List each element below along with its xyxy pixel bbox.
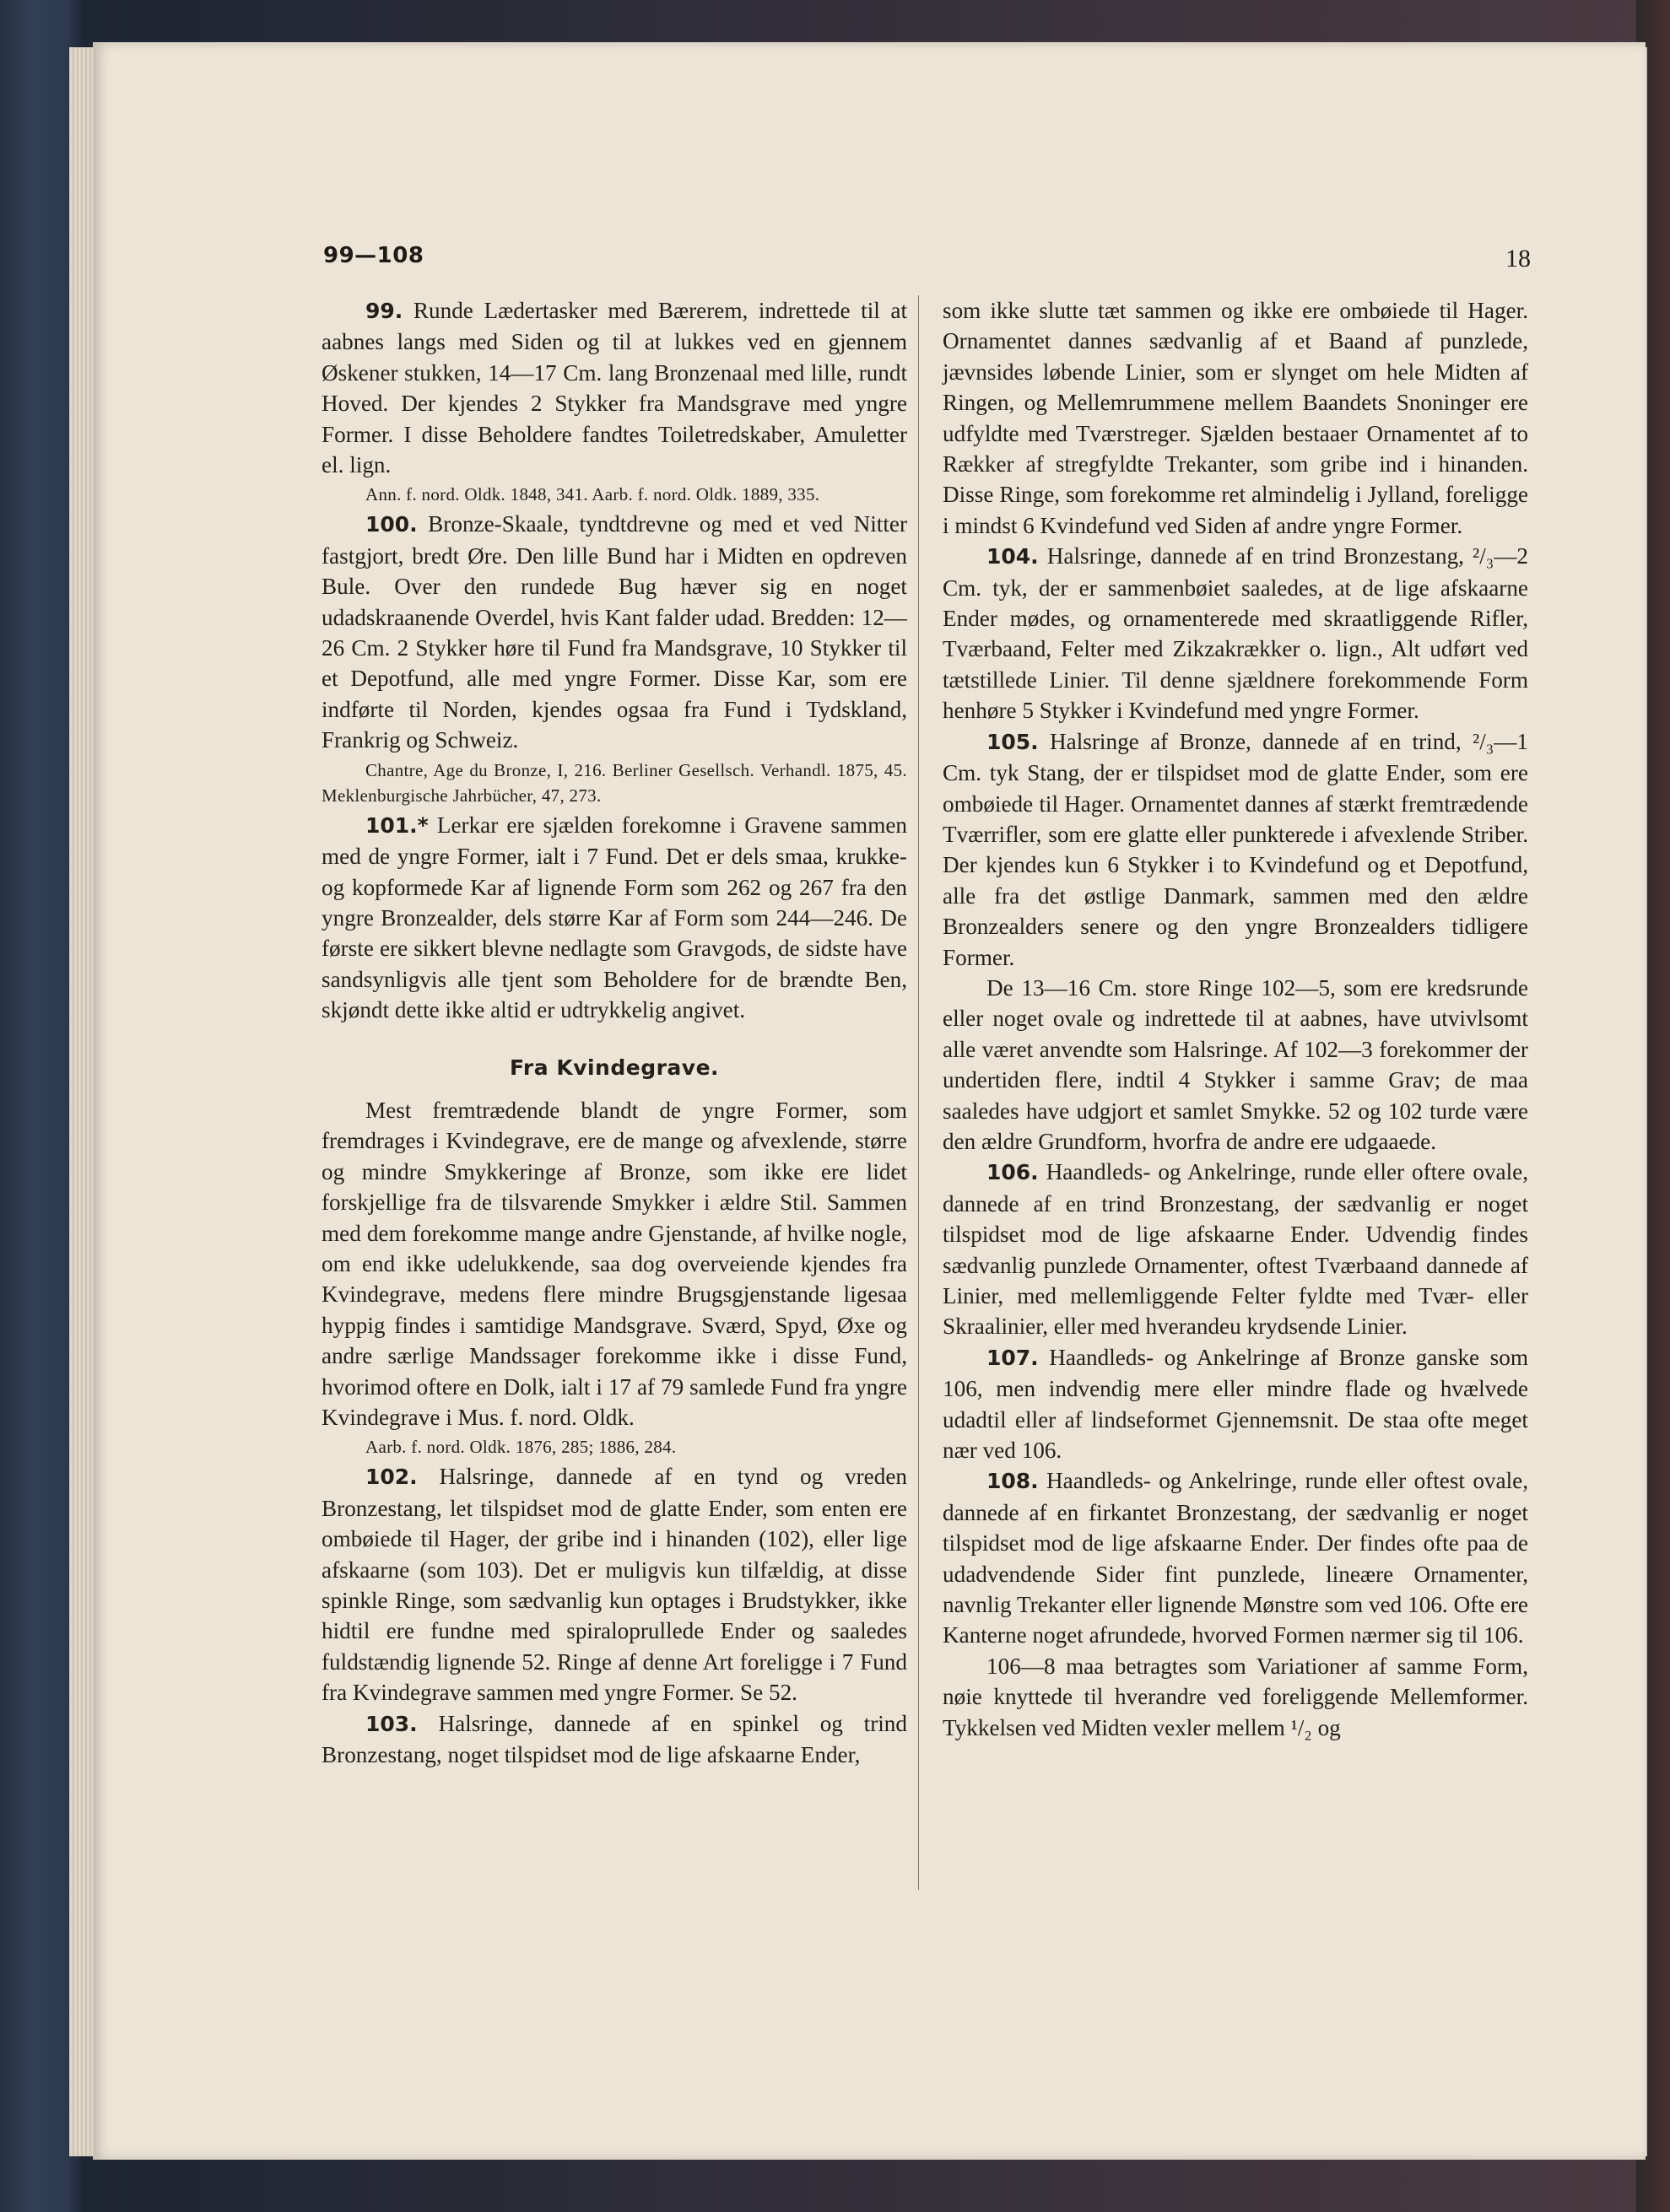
entry-number: 104.	[986, 544, 1039, 569]
section-heading: Fra Kvindegrave.	[509, 1055, 720, 1080]
paragraph: 106—8 maa betragtes som Variationer af samme Form, nøie knyttede til hverandre ved foreliggende Mellemformer. Tykkelsen ved Midten vexler mellem ¹/₂ og	[943, 1653, 1528, 1740]
catalog-entry	[943, 541, 1528, 726]
catalog-entry	[322, 1708, 907, 1771]
catalog-entry	[943, 726, 1528, 973]
entry-number: 107.	[986, 1345, 1039, 1370]
entry-text: Halsringe, dannede af en trind Bronzestang, ²/₃—2 Cm. tyk, der er sammenbøiet saaledes, at de lige afskaarne Ender mødes, og ornamenterede med skraatliggende Rifler, Tværbaand, Felter med Zikzakrækker o. lign., Alt udført ved tætstillede Linier. Til denne sjældnere forekommende Form henhøre 5 Stykker i Kvindefund med yngre Former.	[943, 543, 1529, 724]
entry-text: Haandleds- og Ankelringe, runde eller oftest ovale, dannede af en firkantet Bronzestang, der sædvanlig er noget tilspidset mod de lige afskaarne Ender. Der findes ofte paa de udadvendende Sider fint punzlede, lineære Ornamenter, navnlig Trekanter eller lignende Mønstre som ved 106. Ofte ere Kanterne noget afrundede, hvorved Formen nærmer sig til 106.	[943, 1468, 1528, 1648]
entry-text: Halsringe, dannede af en spinkel og trind Bronzestang, noget tilspidset mod de lige afskaarne Ender,	[322, 1710, 907, 1768]
bibliographic-reference: Chantre, Age du Bronze, I, 216. Berliner Gesellsch. Verhandl. 1875, 45. Meklenburgische Jahrbücher, 47, 273.	[322, 759, 907, 806]
entry-text: Lerkar ere sjælden forekomne i Gravene sammen med de yngre Former, ialt i 7 Fund. Det er dels smaa, krukke- og kopformede Kar af lignende Form som 262 og 267 fra den yngre Bronzealder, dels større Kar af Form som 244—246. De første ere sikkert blevne nedlagte som Gravgods, de sidste have sandsynligvis alle tjent som Beholdere for de brændte Ben, skjøndt dette ikke altid er udtrykkelig angivet.	[322, 812, 908, 1023]
entry-number: 103.	[365, 1711, 418, 1736]
catalog-entry	[943, 1342, 1528, 1466]
running-head: 99—108	[323, 243, 424, 268]
bibliographic-reference: Ann. f. nord. Oldk. 1848, 341. Aarb. f. nord. Oldk. 1889, 335.	[365, 484, 820, 505]
entry-number: 100.	[365, 512, 418, 537]
catalog-entry	[943, 1157, 1528, 1341]
entry-text: Runde Lædertasker med Bærerem, indrettede til at aabnes langs med Siden og til at lukkes ved en gjennem Øskener stukken, 14—17 Cm. lang Bronzenaal med lille, rundt Hoved. Der kjendes 2 Stykker fra Mandsgrave med yngre Former. I disse Beholdere fandtes Toiletredskaber, Amuletter el. lign.	[322, 298, 908, 478]
entry-text: Haandleds- og Ankelringe af Bronze ganske som 106, men indvendig mere eller mindre flade og hvælvede udadtil eller af lindseformet Gjennemsnit. De staa ofte meget nær ved 106.	[943, 1344, 1529, 1464]
entry-text: Bronze-Skaale, tyndtdrevne og med et ved Nitter fastgjort, bredt Øre. Den lille Bund har i Midten en opdreven Bule. Over den rundede Bug hæver sig en noget udadskraanende Overdel, hvis Kant falder udad. Bredden: 12—26 Cm. 2 Stykker høre til Fund fra Mandsgrave, 10 Stykker til et Depotfund, alle med yngre Former. Disse Kar, som ere indførte til Norden, kjendes ogsaa fra Fund i Tydskland, Frankrig og Schweiz.	[322, 511, 907, 753]
entry-number: 106.	[986, 1160, 1039, 1185]
entry-text: Halsringe af Bronze, dannede af en trind, ²/₃—1 Cm. tyk Stang, der er tilspidset mod de glatte Ender, som ere ombøiede til Hager. Ornamentet dannes af stærkt fremtrædende Tværrifler, som ere glatte eller punkterede i afvexlende Striber. Der kjendes kun 6 Stykker i to Kvindefund og et Depotfund, alle fra det østlige Danmark, sammen med den ældre Bronzealders senere og den yngre Bronzealders tidligere Former.	[943, 728, 1529, 970]
entry-number: 105.	[986, 729, 1039, 754]
catalog-entry	[322, 509, 907, 755]
entry-number: 108.	[986, 1469, 1039, 1494]
entry-text: Haandleds- og Ankelringe, runde eller oftere ovale, dannede af en trind Bronzestang, der sædvanlig er noget tilspidset mod de lige afskaarne Ender. Udvendig findes sædvanlig punzlede Ornamenter, oftest Tværbaand dannede af Linier, med mellemliggende Felter fyldte med Tvær- eller Skraalinier, eller med hverandeu krydsende Linier.	[943, 1159, 1528, 1340]
entry-number: 102.	[365, 1465, 418, 1490]
page-number: 18	[1505, 245, 1531, 272]
right-column	[943, 295, 1528, 1743]
continued-paragraph: som ikke slutte tæt sammen og ikke ere ombøiede til Hager. Ornamentet dannes sædvanlig af et Baand af punzlede, jævnsides løbende Linier, som er slynget om hele Midten af Ringen, og Mellemrummene mellem Baandets Snoninger ere udfyldte med Tværstreger. Sjælden bestaaer Ornamentet af to Rækker af stregfyldte Trekanter, som gribe ind i hinanden. Disse Ringe, som forekomme ret almindelig i Jylland, foreligge i mindst 6 Kvindefund ved Siden af andre yngre Former.	[943, 298, 1528, 538]
catalog-entry	[943, 1465, 1528, 1650]
paragraph: De 13—16 Cm. store Ringe 102—5, som ere kredsrunde eller noget ovale og indrettede til at aabnes, have utvivlsomt alle været anvendte som Halsringe. Af 102—3 forekommer der undertiden flere, indtil 4 Stykker i samme Grav; de maa saaledes have udgjort et samlet Smykke. 52 og 102 turde være den ældre Grundform, hvorfra de andre ere udgaaede.	[943, 974, 1528, 1154]
column-divider	[918, 295, 919, 1890]
entry-text: Halsringe, dannede af en tynd og vreden Bronzestang, let tilspidset mod de glatte Ender, som enten ere ombøiede til Hager, der gribe ind i hinanden (102), eller lige afskaarne (som 103). Det er muligvis kun tilfældig, at disse spinkle Ringe, som sædvanlig kun optages i Brudstykker, ikke hidtil ere fundne med spiraloprullede Ender og saaledes fuldstændig lignende 52. Ringe af denne Art foreligge i 7 Fund fra Kvindegrave sammen med yngre Former. Se 52.	[322, 1464, 908, 1706]
catalog-entry	[322, 1461, 907, 1708]
entry-number: 101.*	[365, 812, 429, 838]
catalog-entry	[322, 295, 907, 480]
left-column	[322, 295, 907, 1770]
paragraph: Mest fremtrædende blandt de yngre Former, som fremdrages i Kvindegrave, ere de mange og afvexlende, større og mindre Smykkeringe af Bronze, som ikke ere lidet forskjellige fra de tilsvarende Smykker i ældre Stil. Sammen med dem forekomme mange andre Gjenstande, af hvilke nogle, om end ikke udelukkende, saa dog overveiende kjendes fra Kvindegrave, medens flere mindre Brugsgjenstande ligesaa hyppig findes i samtidige Mandsgrave. Sværd, Spyd, Øxe og andre særlige Mandssager forekomme ikke i disse Fund, hvorimod oftere en Dolk, ialt i 17 af 79 samlede Fund fra yngre Kvindegrave i Mus. f. nord. Oldk.	[322, 1097, 907, 1430]
catalog-entry	[322, 810, 907, 1026]
entry-number: 99.	[365, 299, 403, 323]
bibliographic-reference: Aarb. f. nord. Oldk. 1876, 285; 1886, 284.	[365, 1437, 677, 1458]
